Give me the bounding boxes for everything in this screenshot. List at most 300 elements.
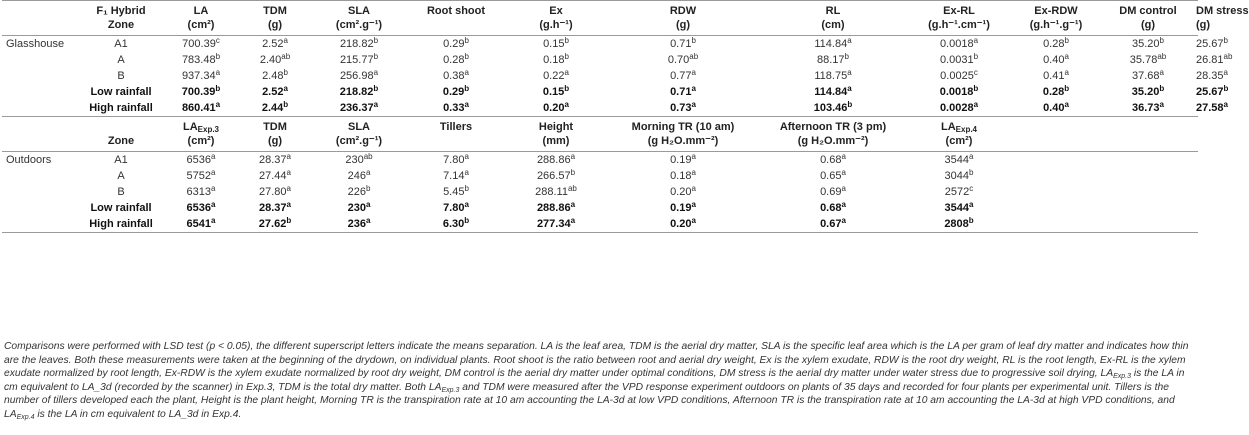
cell-value: 2572 — [944, 185, 970, 198]
cell-value: 37.68 — [1132, 69, 1160, 82]
header-label: SLA — [348, 120, 370, 133]
column-unit — [758, 18, 908, 36]
table-row — [2, 84, 1198, 100]
column-unit — [908, 134, 1010, 152]
header-label: LA — [193, 4, 209, 17]
value-cell — [1102, 52, 1194, 68]
section-label: Outdoors — [6, 153, 52, 166]
value-cell — [240, 216, 310, 232]
table-row — [2, 68, 1198, 84]
column-header — [162, 1, 240, 19]
zone-label: B — [117, 185, 125, 198]
header-unit: (cm²) — [187, 18, 215, 31]
significance-letter: a — [841, 199, 846, 209]
value-cell — [310, 216, 408, 232]
cell-value: 288.11 — [535, 185, 568, 198]
column-header — [310, 1, 408, 19]
cell-value: 860.41 — [181, 101, 216, 114]
value-cell — [310, 68, 408, 84]
significance-letter: b — [969, 167, 974, 177]
value-cell — [908, 100, 1010, 117]
column-unit — [162, 18, 240, 36]
glasshouse-rows — [2, 35, 1233, 117]
column-header — [240, 117, 310, 135]
cell-value: 5752 — [186, 169, 212, 182]
header-label: Ex — [549, 4, 563, 17]
cell-value: 0.38 — [443, 69, 465, 82]
cell-value: 0.33 — [443, 101, 465, 114]
value-cell — [1102, 36, 1194, 53]
value-cell — [1010, 52, 1102, 68]
cell-value: 230 — [345, 153, 364, 166]
value-cell — [240, 168, 310, 184]
value-cell — [504, 152, 608, 169]
cell-value: 288.86 — [536, 153, 571, 166]
cell-value: 0.40 — [1043, 101, 1065, 114]
significance-letter: b — [564, 83, 570, 93]
value-cell — [1194, 35, 1228, 53]
significance-letter: a — [286, 167, 291, 177]
zone-label: A1 — [114, 37, 128, 50]
column-header — [1010, 117, 1102, 135]
value-cell — [240, 200, 310, 216]
significance-letter: c — [969, 183, 974, 193]
header-label: Height — [538, 120, 574, 133]
cell-value: 0.0018 — [939, 37, 974, 50]
value-cell — [758, 200, 908, 216]
value-cell — [310, 52, 408, 68]
cell-value: 114.84 — [814, 85, 848, 98]
column-unit — [1194, 134, 1198, 152]
significance-letter: a — [691, 99, 696, 109]
value-cell — [908, 152, 1010, 169]
cell-value: 0.28 — [1043, 37, 1065, 50]
header-unit: Zone — [107, 134, 135, 147]
cell-value: 0.19 — [670, 201, 692, 214]
header-unit: (g.h⁻¹) — [539, 18, 573, 31]
significance-letter: a — [691, 167, 696, 177]
significance-letter: b — [464, 35, 469, 45]
cell-value: 27.58 — [1196, 101, 1224, 114]
cell-value: 230 — [347, 201, 366, 214]
significance-letter: b — [1223, 83, 1229, 93]
value-cell — [310, 152, 408, 169]
value-cell — [908, 216, 1010, 232]
header-unit: (g) — [267, 18, 283, 31]
zone-label: A1 — [114, 153, 128, 166]
cell-value: 0.69 — [820, 185, 842, 198]
value-cell — [608, 152, 758, 169]
table-row — [2, 184, 1198, 200]
significance-letter: ab — [689, 51, 699, 61]
column-header — [1194, 117, 1198, 135]
value-cell — [758, 184, 908, 200]
significance-letter: a — [847, 35, 852, 45]
significance-letter: ab — [281, 51, 291, 61]
footnote-subscript: Exp.3 — [441, 386, 460, 394]
value-cell — [408, 216, 504, 232]
significance-letter: a — [365, 199, 371, 209]
column-unit — [80, 18, 162, 36]
significance-letter: a — [464, 67, 469, 77]
significance-letter: a — [570, 151, 576, 161]
significance-letter: b — [691, 35, 696, 45]
column-unit — [608, 18, 758, 36]
header-unit: (cm².g⁻¹) — [335, 18, 383, 31]
cell-value: 277.34 — [536, 217, 571, 230]
cell-value: 114.84 — [814, 37, 848, 50]
value-cell — [504, 100, 608, 117]
header-label: SLA — [348, 4, 370, 17]
cell-value: 36.73 — [1132, 101, 1160, 114]
column-header — [908, 117, 1010, 135]
empty-cell — [1194, 216, 1198, 232]
cell-value: 28.37 — [259, 201, 287, 214]
significance-letter: b — [564, 51, 569, 61]
header-unit: (g) — [267, 134, 283, 147]
header-label: LA — [182, 120, 198, 133]
column-header — [162, 117, 240, 135]
significance-letter: a — [373, 99, 379, 109]
significance-letter: a — [286, 151, 291, 161]
significance-letter: b — [283, 99, 289, 109]
significance-letter: a — [564, 99, 569, 109]
value-cell — [310, 168, 408, 184]
header-unit: (g) — [675, 18, 691, 31]
column-header — [1194, 1, 1249, 19]
header-label: RDW — [669, 4, 697, 17]
value-cell — [504, 52, 608, 68]
cell-value: 6541 — [186, 217, 212, 230]
cell-value: 7.14 — [443, 169, 465, 182]
value-cell — [240, 36, 310, 53]
footnote-subscript: Exp.4 — [16, 413, 35, 421]
significance-letter: b — [464, 83, 470, 93]
value-cell — [758, 168, 908, 184]
significance-letter: b — [1159, 35, 1164, 45]
significance-letter: a — [283, 35, 288, 45]
cell-value: 0.73 — [670, 101, 692, 114]
significance-letter: a — [211, 167, 216, 177]
section-label: Glasshouse — [6, 37, 65, 50]
significance-letter: b — [283, 67, 288, 77]
cell-value: 0.68 — [820, 201, 842, 214]
header-unit: (g.h⁻¹.cm⁻¹) — [928, 18, 990, 31]
header-subscript: Exp.4 — [955, 124, 977, 134]
significance-letter: a — [464, 151, 469, 161]
cell-value: 0.77 — [670, 69, 692, 82]
value-cell — [240, 84, 310, 100]
value-cell — [504, 184, 608, 200]
value-cell — [908, 84, 1010, 100]
column-unit — [1102, 134, 1194, 152]
significance-letter: a — [211, 199, 216, 209]
value-cell — [162, 168, 240, 184]
cell-value: 7.80 — [443, 153, 465, 166]
column-unit — [408, 18, 504, 36]
cell-value: 0.0025 — [940, 69, 974, 82]
cell-value: 0.40 — [1043, 53, 1065, 66]
cell-value: 700.39 — [182, 37, 216, 50]
empty-cell — [1102, 184, 1194, 200]
footnote-text: is the LA in cm equivalent to LA_3d in Exp.4. — [34, 408, 242, 420]
header-blank — [2, 117, 80, 135]
cell-value: 0.15 — [542, 85, 565, 98]
section-label-cell — [2, 52, 80, 68]
value-cell — [608, 184, 758, 200]
glasshouse-header — [2, 1, 1249, 36]
zone-label: A — [117, 169, 125, 182]
cell-value: 27.80 — [259, 185, 287, 198]
zone-cell — [80, 36, 162, 53]
cell-value: 5.45 — [443, 185, 465, 198]
value-cell — [310, 200, 408, 216]
zone-cell — [80, 52, 162, 68]
significance-letter: b — [847, 99, 853, 109]
empty-cell — [1010, 152, 1102, 169]
column-unit — [408, 134, 504, 152]
header-label: Ex-RDW — [1034, 4, 1078, 17]
significance-letter: a — [1064, 99, 1069, 109]
table-row — [2, 52, 1198, 68]
value-cell — [608, 68, 758, 84]
column-header — [608, 1, 758, 19]
cell-value: 2.48 — [262, 69, 284, 82]
cell-value: 0.41 — [1043, 69, 1065, 82]
value-cell — [1102, 84, 1194, 100]
value-cell — [908, 200, 1010, 216]
column-unit — [1194, 18, 1211, 36]
value-cell — [908, 36, 1010, 53]
header-label: Afternoon TR (3 pm) — [779, 120, 887, 133]
section-label-cell — [2, 68, 80, 84]
column-unit — [162, 134, 240, 152]
cell-value: 215.77 — [339, 53, 374, 66]
footnote-subscript: Exp.3 — [1113, 373, 1132, 380]
value-cell — [408, 168, 504, 184]
cell-value: 7.80 — [443, 201, 465, 214]
significance-letter: a — [1064, 67, 1069, 77]
cell-value: 27.62 — [258, 217, 287, 230]
zone-cell — [80, 200, 162, 216]
significance-letter: a — [841, 183, 846, 193]
cell-value: 0.0018 — [939, 85, 974, 98]
significance-letter: a — [286, 199, 291, 209]
significance-letter: a — [286, 183, 291, 193]
table-row — [2, 36, 1198, 53]
outdoors-header — [2, 117, 1198, 152]
significance-letter: a — [691, 83, 696, 93]
header-label: F₁ Hybrid — [96, 4, 146, 17]
significance-letter: a — [969, 151, 974, 161]
value-cell — [608, 200, 758, 216]
value-cell — [162, 100, 240, 117]
column-unit — [608, 134, 758, 152]
cell-value: 25.67 — [1196, 85, 1224, 98]
significance-letter: a — [841, 215, 846, 225]
outdoors-rows — [2, 152, 1198, 233]
column-unit — [310, 18, 408, 36]
table-row — [2, 100, 1198, 117]
significance-letter: a — [969, 199, 974, 209]
column-unit — [504, 134, 608, 152]
value-cell — [408, 36, 504, 53]
cell-value: 0.18 — [670, 169, 692, 182]
section-label-cell — [2, 36, 80, 53]
value-cell — [162, 200, 240, 216]
header-unit: (g) — [1140, 18, 1156, 31]
zone-label: A — [117, 53, 125, 66]
empty-cell — [1194, 168, 1198, 184]
significance-letter: a — [1223, 99, 1228, 109]
significance-letter: a — [570, 215, 576, 225]
header-label: TDM — [263, 4, 287, 17]
cell-value: 6313 — [186, 185, 212, 198]
value-cell — [1194, 51, 1233, 68]
column-header — [80, 1, 162, 19]
column-unit — [1010, 134, 1102, 152]
section-label-cell — [2, 152, 80, 169]
cell-value: 25.67 — [1196, 37, 1224, 50]
significance-letter: a — [691, 151, 696, 161]
value-cell — [758, 152, 908, 169]
cell-value: 2808 — [944, 217, 969, 230]
header-unit: (cm²) — [945, 134, 973, 147]
column-header — [1102, 1, 1194, 19]
value-cell — [408, 184, 504, 200]
value-cell — [908, 52, 1010, 68]
significance-letter: a — [691, 199, 696, 209]
significance-letter: b — [373, 83, 379, 93]
significance-letter: b — [844, 51, 849, 61]
zone-label: Low rainfall — [90, 201, 152, 214]
significance-letter: a — [691, 215, 696, 225]
significance-letter: a — [215, 67, 221, 77]
header-label: Morning TR (10 am) — [631, 120, 735, 133]
header-unit: (cm) — [821, 18, 845, 31]
value-cell — [1102, 100, 1194, 117]
value-cell — [240, 152, 310, 169]
zone-cell — [80, 216, 162, 232]
cell-value: 88.17 — [817, 53, 845, 66]
footnote-text: and TDM were measured after the VPD response experiment outdoors on plants of 35 days and recorded for four plants per experimental unit. Tillers is the number of tillers developed each the plant, Height is the plant height, Morning TR is the transpiration rate at 10 am accounting the LA-3d at low VPD conditions, Afternoon TR is the transpiration rate at 10 am accounting the LA-3d at high VPD conditions, and LA — [4, 381, 1175, 420]
value-cell — [1194, 83, 1229, 100]
cell-value: 0.0028 — [939, 101, 974, 114]
value-cell — [1102, 68, 1194, 84]
header-unit: Zone — [107, 18, 135, 31]
empty-cell — [1102, 200, 1194, 216]
section-label-cell — [2, 184, 80, 200]
header-label: TDM — [263, 120, 287, 133]
value-cell — [608, 216, 758, 232]
significance-letter: b — [973, 51, 979, 61]
column-unit — [1102, 18, 1194, 36]
value-cell — [408, 200, 504, 216]
value-cell — [1194, 67, 1228, 84]
cell-value: 6536 — [186, 201, 212, 214]
value-cell — [240, 52, 310, 68]
header-blank — [2, 1, 80, 19]
value-cell — [310, 100, 408, 117]
significance-letter: c — [973, 67, 978, 77]
value-cell — [240, 68, 310, 84]
zone-cell — [80, 100, 162, 117]
cell-value: 118.75 — [814, 69, 848, 82]
column-header — [608, 117, 758, 135]
value-cell — [504, 200, 608, 216]
header-label: Tillers — [439, 120, 473, 133]
value-cell — [504, 216, 608, 232]
value-cell — [608, 168, 758, 184]
footnote-text: is the LA in cm equivalent to LA_3d (recorded by the scanner) in Exp.3, TDM is the total dry matter. Both LA — [4, 368, 1185, 393]
value-cell — [908, 184, 1010, 200]
column-header — [1102, 117, 1194, 135]
value-cell — [310, 84, 408, 100]
cell-value: 246 — [347, 169, 366, 182]
empty-cell — [1194, 200, 1198, 216]
empty-cell — [1010, 184, 1102, 200]
significance-letter: a — [841, 151, 846, 161]
significance-letter: b — [365, 183, 371, 193]
value-cell — [162, 36, 240, 53]
value-cell — [310, 36, 408, 53]
significance-letter: b — [215, 51, 221, 61]
cell-value: 6536 — [186, 153, 212, 166]
cell-value: 0.71 — [670, 37, 692, 50]
cell-value: 35.20 — [1132, 37, 1160, 50]
header-blank — [2, 18, 80, 36]
header-label: DM control — [1119, 4, 1177, 17]
cell-value: 26.81 — [1196, 53, 1224, 66]
header-label: RL — [825, 4, 841, 17]
column-unit — [758, 134, 908, 152]
table-row — [2, 152, 1198, 169]
value-cell — [608, 100, 758, 117]
significance-letter: b — [286, 215, 292, 225]
column-header — [240, 1, 310, 19]
value-cell — [608, 52, 758, 68]
column-unit — [310, 134, 408, 152]
significance-letter: b — [1223, 35, 1228, 45]
column-header — [504, 117, 608, 135]
value-cell — [1010, 84, 1102, 100]
column-unit — [240, 134, 310, 152]
value-cell — [162, 184, 240, 200]
significance-letter: b — [968, 215, 974, 225]
significance-letter: a — [215, 99, 221, 109]
zone-label: B — [117, 69, 125, 82]
empty-cell — [1010, 200, 1102, 216]
column-header — [408, 117, 504, 135]
cell-value: 0.71 — [670, 85, 692, 98]
header-subscript: Exp.3 — [197, 124, 219, 134]
column-header — [310, 117, 408, 135]
footnote-text: Comparisons were performed with LSD test (p < 0.05), the different superscript letters indicate the means separation. LA is the leaf area, TDM is the aerial dry matter, SLA is the specific leaf area which is the LA per gram of leaf dry matter and indicates how thin are the leaves. Both these measurements were taken at the beginning of the drydown, on individual plants. Root shoot is the ratio between root and aerial dry weight, Ex is the xylem exudate, RDW is the root dry weight, RL is the root length, Ex-RL is the xylem exudate normalized by root length, Ex-RDW is the xylem exudate normalized by root dry weight, DM control is the aerial dry matter under optimal conditions, DM stress is the aerial dry matter under water stress due to progressive soil drying, LA — [4, 341, 1189, 379]
significance-letter: ab — [567, 183, 577, 193]
cell-value: 937.34 — [181, 69, 216, 82]
significance-letter: b — [1159, 83, 1165, 93]
value-cell — [908, 68, 1010, 84]
significance-letter: a — [464, 99, 469, 109]
cell-value: 103.46 — [813, 101, 848, 114]
column-header — [504, 1, 608, 19]
cell-value: 3544 — [944, 153, 970, 166]
significance-letter: a — [365, 167, 371, 177]
table-row — [2, 168, 1198, 184]
cell-value: 236.37 — [339, 101, 374, 114]
zone-cell — [80, 184, 162, 200]
section-label-cell — [2, 200, 80, 216]
